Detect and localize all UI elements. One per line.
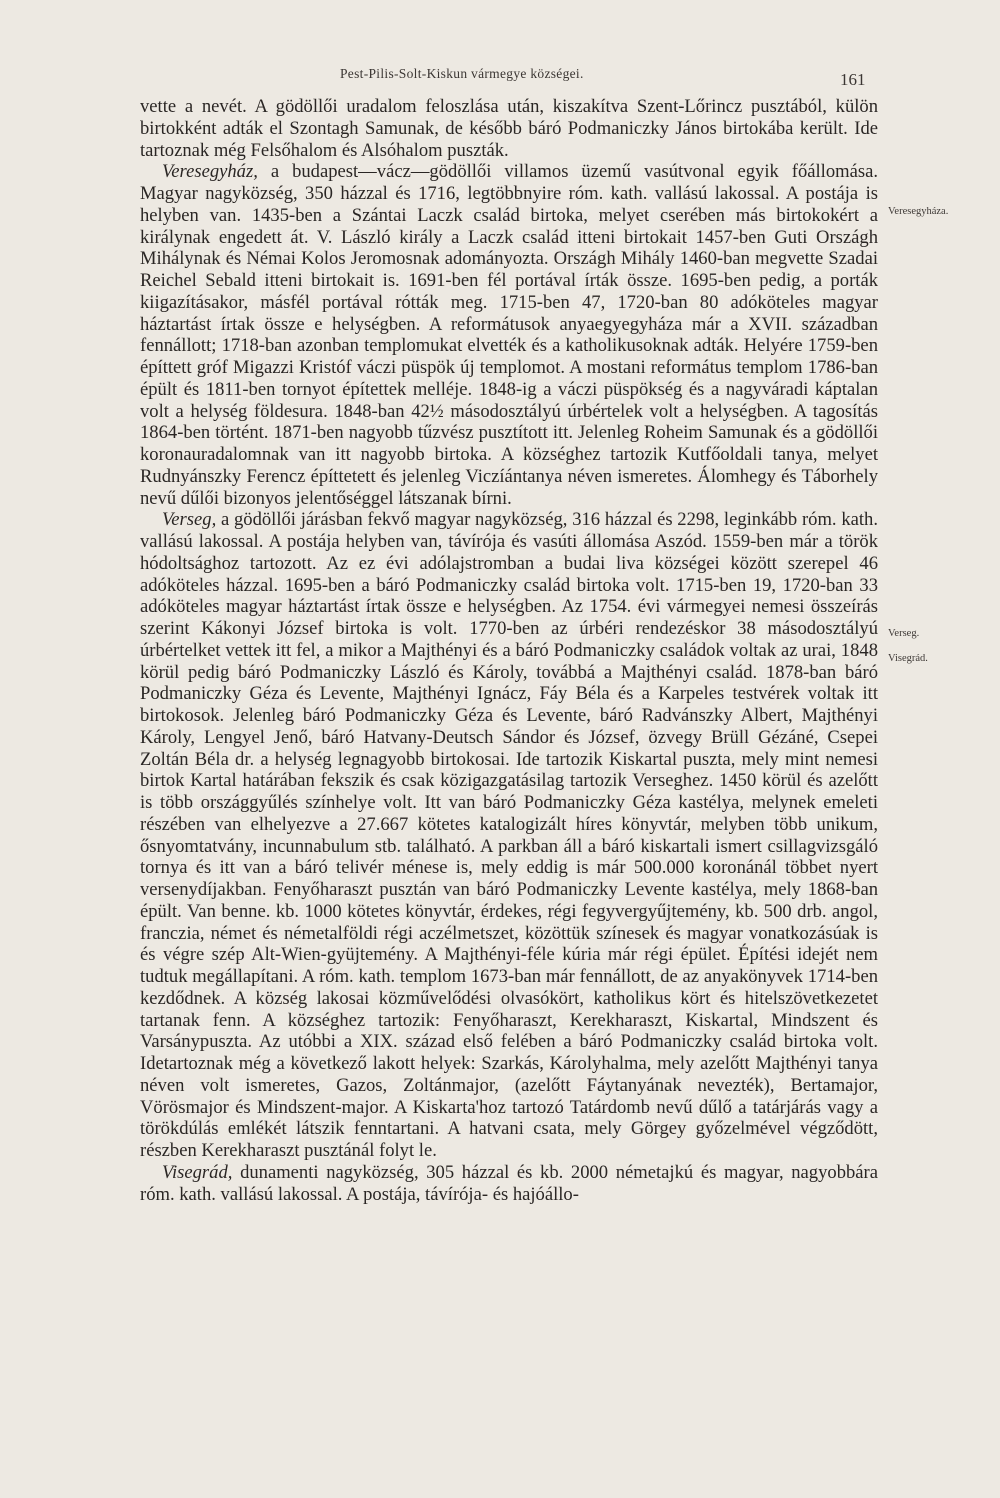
margin-note-veresegyhaza: Veresegyháza. xyxy=(888,206,949,217)
running-header xyxy=(0,66,1000,90)
margin-note-visegrad: Visegrád. xyxy=(888,653,928,664)
running-title: Pest-Pilis-Solt-Kiskun vármegye községei. xyxy=(340,66,584,81)
paragraph-veresegyhaz xyxy=(140,161,878,509)
paragraph-visegrad xyxy=(140,1162,878,1206)
entry-heading-veresegyhaz: Veresegyház, xyxy=(162,161,258,183)
body-text xyxy=(140,96,878,1205)
entry-text-verseg: a gödöllői járásban fekvő magyar nagyközség, 316 házzal és 2298, leginkább róm. kath. vallású lakossal. A postája helyben van, távírója és vasúti állomása Aszód. 1559-ben már a török hódoltsághoz tartozott. Az ez évi adólajstromban a budai liva községei között szerepel 46 adóköteles házzal. 1695-ben a báró Podmaniczky család birtoka volt. 1715-ben 19, 1720-ban 33 adóköteles magyar háztartást írtak össze e helységben. Az 1754. évi vármegyei nemesi összeírás szerint Kákonyi József birtoka is volt. 1770-ben az úrbéri rendezéskor 38 másodosztályú úrbértelket vettek itt fel, a mikor a Majthényi és a báró Podmaniczky családok voltak az urai, 1848 körül pedig báró Podmaniczky László és Károly, továbbá a Majthényi család. 1878-ban báró Podmaniczky Géza és Levente, Majthényi Ignácz, Fáy Béla és a Karpeles testvérek voltak itt birtokosok. Jelenleg báró Podmaniczky Géza és Levente, báró Radvánszky Albert, Majthényi Károly, Lengyel Jenő, báró Hatvany-Deutsch Sándor és József, özvegy Brüll Gézáné, Csepei Zoltán Béla dr. a helység legnagyobb birtokosai. Ide tartozik Kiskartal puszta, mely mint nemesi birtok Kartal határában fekszik és csak közigazgatásilag tartozik Verseghez. 1450 körül és azelőtt is több országgyűlés színhelye volt. Itt van báró Podmaniczky Géza kastélya, melynek emeleti részében van elhelyezve a 27.667 kötetes katalogizált híres könyvtár, melyben több unikum, ősnyomtatvány, incunnabulum stb. található. A parkban áll a báró kiskartali ismert csillagvizsgáló tornya és itt van a báró telivér ménese is, mely eddig is már 500.000 koronánál többet nyert versenydíjakban. Fenyőharaszt pusztán van báró Podmaniczky Levente kastélya, mely 1868-ban épült. Van benne. kb. 1000 kötetes könyvtár, érdekes, régi fegyvergyűjtemény, kb. 500 drb. angol, franczia, német és németalföldi régi aczélmetszet, közöttük színesek és magyar vonatkozásúak is és végre szép Alt-Wien-gyüjtemény. A Majthényi-féle kúria már régi épület. Építési idejét nem tudtuk megállapítani. A róm. kath. templom 1673-ban már fennállott, de az anyakönyvek 1714-ben kezdődnek. A község lakosai közművelődési olvasókört, katholikus kört és hitelszövetkezetet tartanak fenn. A községhez tartozik: Fenyőharaszt, Kerekharaszt, Kiskartal, Mindszent és Varsánypuszta. Az utóbbi a XIX. század első felében a báró Podmaniczky család birtoka volt. Idetartoznak még a következő lakott helyek: Szarkás, Károlyhalma, mely azelőtt Majthényi tanya néven volt ismeretes, Gazos, Zoltánmajor, (azelőtt Fáytanyának nevezték), Bertamajor, Vörösmajor és Mindszent-major. A Kiskarta'hoz tartozó Tatárdomb nevű dűlő a tatárjárás vagy a törökdúlás emlékét látszik fenntartani. A hatvani csata, mely Görgey győzelmével végződött, részben Kerekharaszt pusztánál folyt le. xyxy=(140,509,878,1161)
paragraph-verseg xyxy=(140,509,878,1162)
paragraph-continuation: vette a nevét. A gödöllői uradalom feloszlása után, kiszakítva Szent-Lőrincz pusztából, külön birtokként adták el Szontagh Samunak, de később báró Podmaniczky János birtokába került. Ide tartoznak még Felsőhalom és Alsóhalom puszták. xyxy=(140,96,878,161)
page-number: 161 xyxy=(840,70,866,89)
entry-text-veresegyhaz: a budapest—vácz—gödöllői villamos üzemű vasútvonal egyik főállomása. Magyar nagyközség, 350 házzal és 1716, legtöbbnyire róm. kath. vallású lakossal. A postája is helyben van. 1435-ben a Szántai Laczk család birtoka, melyet cserében más birtokokért a királynak engedett át. V. László király a Laczk család itteni birtokait 1457-ben Guti Országh Mihálynak és Némai Kolos Jeromosnak adományozta. Országh Mihály 1460-ban megvette Szadai Reichel Sebald itteni birtokait is. 1691-ben fél portával írták össze. 1695-ben pedig, a porták kiigazításakor, másfél portával rótták meg. 1715-ben 47, 1720-ban 80 adóköteles magyar háztartást írtak össze e helységben. A reformátusok anyaegyegyháza már a XVII. században fennállott; 1718-ban azonban templomukat elvették és a katholikusoknak adták. Helyére 1759-ben építtett gróf Migazzi Kristóf váczi püspök új templomot. A mostani református templom 1786-ban épült és 1811-ben tornyot építettek melléje. 1848-ig a váczi püspökség és a nagyváradi káptalan volt a helység földesura. 1848-ban 42½ másodosztályú úrbértelek volt a helységben. A tagosítás 1864-ben történt. 1871-ben nagyobb tűzvész pusztított itt. Jelenleg Roheim Samunak és a gödöllői koronauradalomnak van itt nagyobb birtoka. A községhez tartozik Kutfőoldali tanya, melyet Rudnyánszky Ferencz építtetett és jelenleg Viczíántanya néven ismeretes. Álomhegy és Táborhely nevű dűlői bizonyos jelentőséggel látszanak bírni. xyxy=(140,161,878,509)
entry-text-visegrad: dunamenti nagyközség, 305 házzal és kb. 2000 németajkú és magyar, nagyobbára róm. kath. vallású lakossal. A postája, távírója- és hajóállo- xyxy=(140,1161,878,1205)
margin-note-verseg: Verseg. xyxy=(888,628,920,639)
entry-heading-visegrad: Visegrád, xyxy=(162,1161,233,1183)
entry-heading-verseg: Verseg, xyxy=(162,509,217,531)
